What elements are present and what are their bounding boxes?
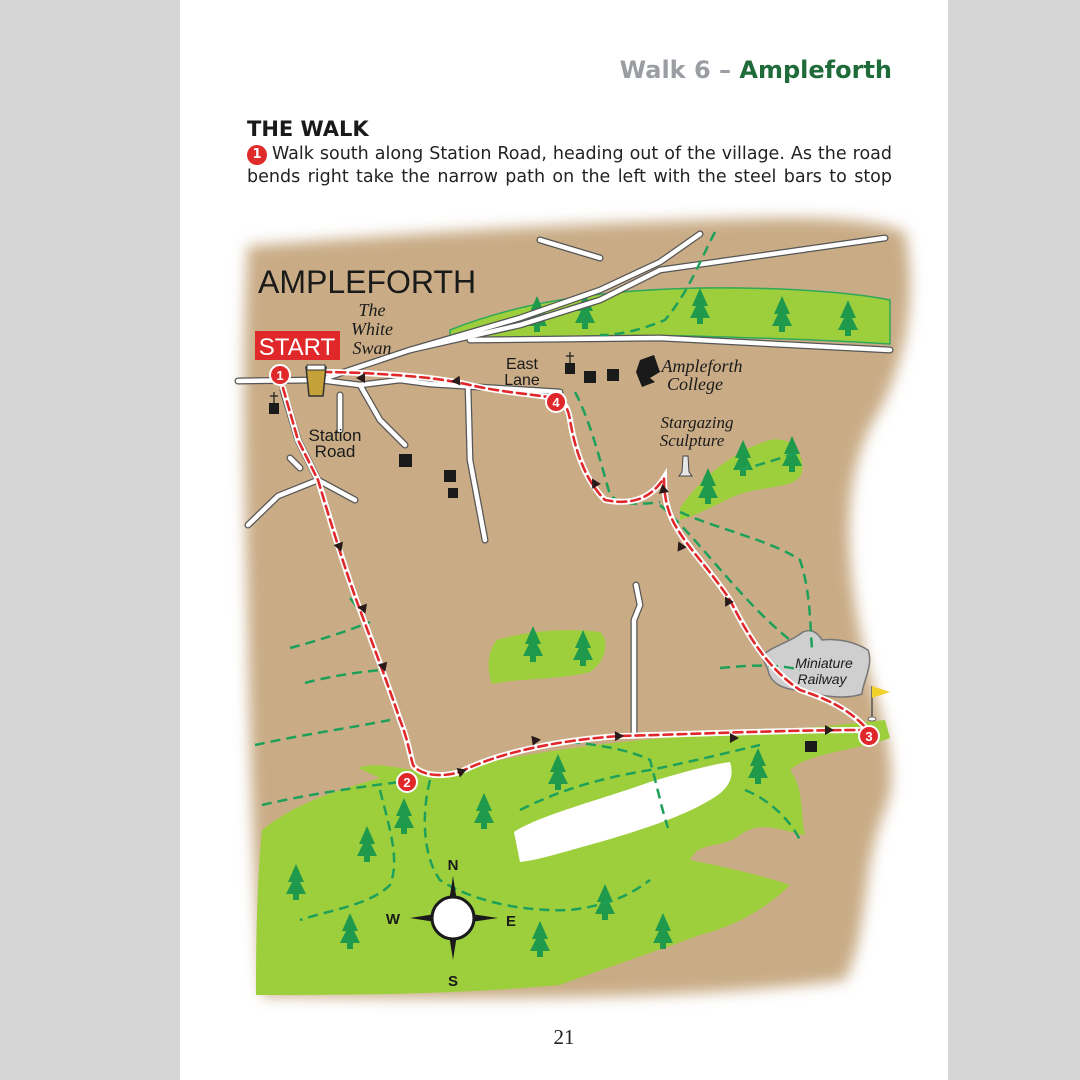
header-separator: – <box>719 56 732 84</box>
railway-label-line2: Railway <box>797 671 847 687</box>
college-label-line2: College <box>667 374 723 394</box>
village-name: AMPLEFORTH <box>258 264 477 300</box>
waypoint-3-label: 3 <box>865 729 873 744</box>
station-road-label-line2: Road <box>314 442 356 461</box>
page-number: 21 <box>553 1025 575 1049</box>
pub-label-line3: Swan <box>352 338 392 358</box>
pub-label-line1: The <box>358 300 386 320</box>
pub-label-line2: White <box>351 319 393 339</box>
step-number-badge: 1 <box>247 145 267 165</box>
walk-place-name: Ampleforth <box>739 56 892 84</box>
east-lane-label-line1: East <box>505 356 539 373</box>
sculpture-label-line1: Stargazing <box>660 413 734 432</box>
step-text: Walk south along Station Road, heading out of the village. As the road bends right take the narrow path on the left with the steel bars to stop <box>247 144 892 187</box>
pub-icon <box>306 365 326 396</box>
walk-number: Walk 6 <box>619 56 711 84</box>
college-label-line1: Ampleforth <box>661 356 743 376</box>
waypoint-4-label: 4 <box>552 395 560 410</box>
compass-east: E <box>505 913 517 930</box>
section-title: THE WALK <box>247 117 369 141</box>
waypoint-2 <box>397 772 417 792</box>
compass-north: N <box>447 857 459 874</box>
railway-label-line1: Miniature <box>795 655 853 671</box>
compass-south: S <box>447 973 459 990</box>
compass-west: W <box>385 911 401 928</box>
station-road-label-line1: Station <box>308 426 362 445</box>
waypoint-1 <box>270 365 290 385</box>
sculpture-label-line2: Sculpture <box>659 431 725 450</box>
start-label: START <box>258 334 336 361</box>
waypoint-2-label: 2 <box>403 775 411 790</box>
start-marker <box>255 331 340 361</box>
waypoint-3 <box>859 726 879 746</box>
waypoint-4 <box>546 392 566 412</box>
east-lane-label-line2: Lane <box>504 372 540 389</box>
waypoint-1-label: 1 <box>276 368 284 383</box>
